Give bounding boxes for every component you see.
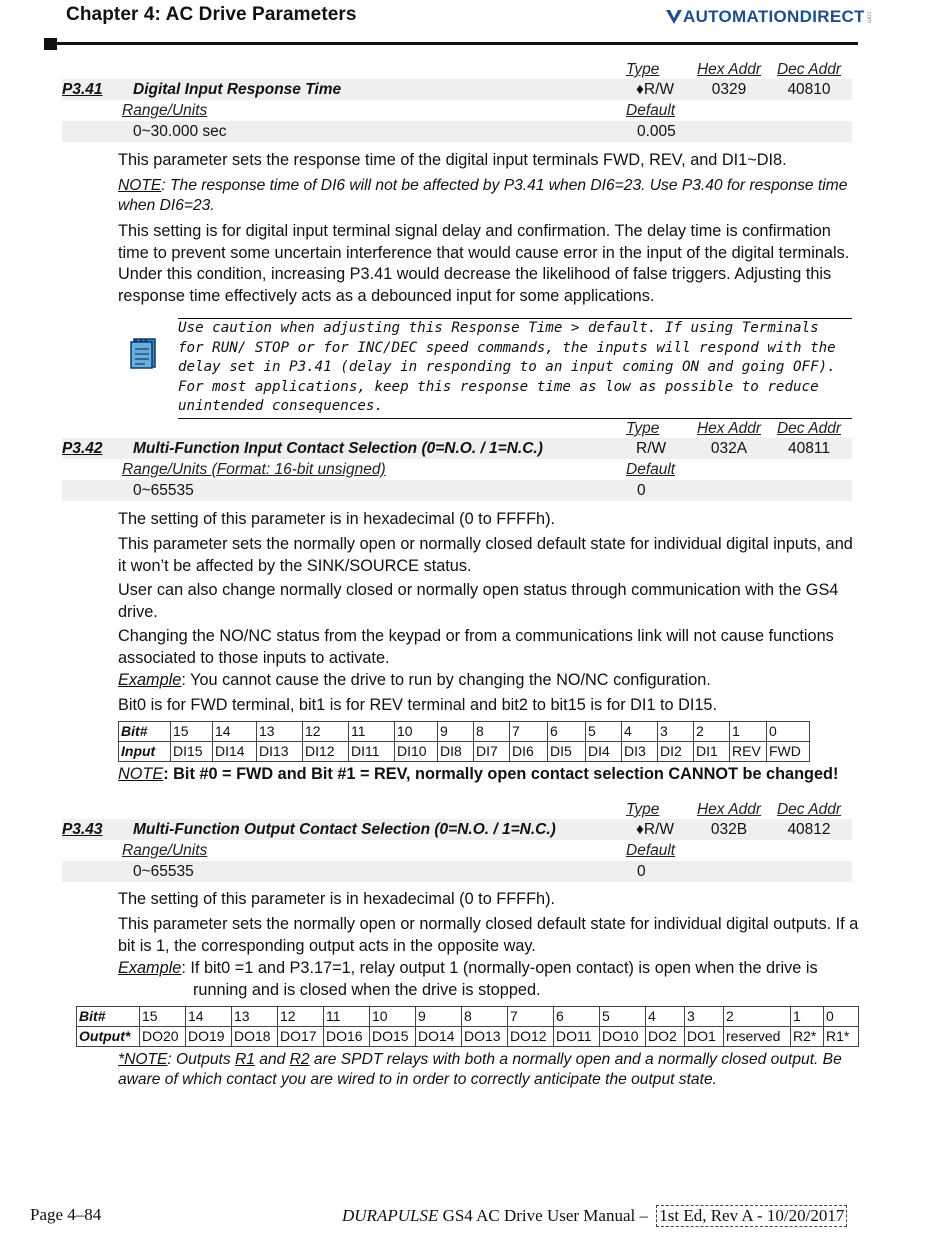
bit-number-cell: 13 — [232, 1007, 278, 1027]
type-header: Type — [626, 801, 660, 818]
bit-number-cell: 14 — [186, 1007, 232, 1027]
bit-number-cell: 1 — [730, 722, 767, 742]
p343-para2: This parameter sets the normally open or normally closed default state for individual digital outputs. If a bit is 1, the corresponding output acts in the opposite way. — [118, 915, 859, 955]
output-row — [77, 1027, 859, 1047]
param-title-row — [62, 79, 852, 100]
bit-value-cell: DO10 — [600, 1027, 646, 1047]
range-value: 0~65535 — [133, 863, 194, 880]
bit-value-cell: DO1 — [685, 1027, 724, 1047]
manual-title — [342, 1205, 847, 1227]
param-hex-addr: 032A — [710, 440, 748, 457]
bit-value-cell: DO20 — [140, 1027, 186, 1047]
bit-number-cell: 0 — [824, 1007, 859, 1027]
bit-value-cell: DI15 — [171, 742, 213, 762]
bit-number-cell: 15 — [171, 722, 213, 742]
type-header: Type — [626, 61, 660, 78]
bit-number-cell: 5 — [600, 1007, 646, 1027]
p341-para1: This parameter sets the response time of the digital input terminals FWD, REV, and DI1~DI8. — [118, 151, 787, 169]
note-label: NOTE — [118, 177, 162, 194]
bit-value-cell: DI6 — [510, 742, 548, 762]
param-dec-addr: 40812 — [787, 821, 831, 838]
bit-value-cell: DI14 — [213, 742, 257, 762]
input-header-cell: Input — [119, 742, 171, 762]
param-type: ♦R/W — [636, 81, 675, 98]
bit-value-cell: DO11 — [554, 1027, 600, 1047]
bit-value-cell: DI13 — [257, 742, 303, 762]
bit-header-cell: Bit# — [77, 1007, 140, 1027]
range-label: Range/Units (Format: 16-bit unsigned) — [122, 461, 386, 478]
bit-number-cell: 15 — [140, 1007, 186, 1027]
param-type: R/W — [636, 440, 667, 457]
edition-box: 1st Ed, Rev A - 10/20/2017 — [656, 1205, 847, 1227]
default-label: Default — [626, 461, 676, 478]
note-text: : Bit #0 = FWD and Bit #1 = REV, normally open contact selection CANNOT be changed! — [163, 765, 839, 783]
p341-para2: This setting is for digital input terminal signal delay and confirmation. The delay time is confirmation time to prevent some uncertain interference that would cause error in the input of the digital terminals. Under this condition, increasing P3.41 would decrease the likelihood of false triggers. Adjusting this response time effectively acts as a debounced input for some applications. — [118, 222, 850, 305]
bit-value-cell: REV — [730, 742, 767, 762]
output-bit-table — [76, 1006, 859, 1047]
param-id: P3.41 — [62, 81, 103, 98]
bit-number-cell: 11 — [324, 1007, 370, 1027]
note-text-1: : Outputs — [167, 1051, 235, 1068]
hex-addr-header: Hex Addr — [696, 61, 762, 78]
hex-addr-header: Hex Addr — [696, 801, 762, 818]
logo-v-icon — [665, 8, 683, 26]
input-bit-table — [118, 721, 810, 762]
bit-number-cell: 6 — [548, 722, 586, 742]
param-name: Multi-Function Input Contact Selection (0=N.O. / 1=N.C.) — [133, 440, 543, 457]
bit-number-cell: 13 — [257, 722, 303, 742]
p341-note — [118, 176, 860, 216]
dec-addr-header: Dec Addr — [776, 801, 842, 818]
note-text-2: and — [254, 1051, 290, 1068]
range-value: 0~65535 — [133, 482, 194, 499]
logo-text: AUTOMATIONDIRECT — [683, 7, 865, 26]
param-name: Digital Input Response Time — [133, 81, 342, 98]
bit-number-cell: 0 — [767, 722, 810, 742]
note-label: *NOTE — [118, 1051, 168, 1068]
bit-value-cell: DO13 — [462, 1027, 508, 1047]
bit-value-cell: DI5 — [548, 742, 586, 762]
p342-para4: Changing the NO/NC status from the keypad or from a communications link will not cause functions associated to those inputs to activate. — [118, 627, 834, 667]
manual-name: GS4 AC Drive User Manual – — [438, 1206, 653, 1225]
bit-value-cell: DI12 — [303, 742, 349, 762]
param-dec-addr: 40811 — [788, 440, 830, 457]
bit-number-cell: 10 — [370, 1007, 416, 1027]
bit-number-cell: 7 — [508, 1007, 554, 1027]
range-label: Range/Units — [122, 102, 208, 119]
param-name: Multi-Function Output Contact Selection (0=N.O. / 1=N.C.) — [133, 821, 556, 838]
bit-value-cell: DO17 — [278, 1027, 324, 1047]
bit-number-row — [77, 1007, 859, 1027]
chapter-title: Chapter 4: AC Drive Parameters — [66, 4, 357, 25]
bit-value-cell: DI10 — [395, 742, 438, 762]
note-text-3: are SPDT relays with both a normally open and a normally closed output. Be aware of which contact you are wired to in order to correctly anticipate the output state. — [118, 1051, 842, 1088]
bit-number-cell: 9 — [416, 1007, 462, 1027]
param-id: P3.42 — [62, 440, 103, 457]
bit-number-cell: 10 — [395, 722, 438, 742]
param-hex-addr: 0329 — [711, 81, 747, 98]
bit-value-cell: R2* — [791, 1027, 824, 1047]
caution-box: Use caution when adjusting this Response Time > default. If using Terminals for RUN/ STOP or for INC/DEC speed commands, the inputs will respond with the delay set in P3.41 (delay in responding to an input coming ON and going OFF). For most applications, keep this response time as low as possible to reduce unintended consequences. — [178, 318, 852, 419]
bit-number-cell: 8 — [474, 722, 510, 742]
default-value: 0.005 — [637, 123, 676, 140]
note-r2: R2 — [289, 1051, 310, 1068]
p342-note — [118, 764, 860, 786]
bit-number-cell: 9 — [438, 722, 474, 742]
range-value: 0~30.000 sec — [133, 123, 227, 140]
bit-value-cell: DI11 — [349, 742, 395, 762]
p342-example — [118, 670, 860, 692]
bit-value-cell: DI8 — [438, 742, 474, 762]
example-label: Example — [118, 959, 182, 977]
param-type: ♦R/W — [636, 821, 675, 838]
header-rule — [46, 42, 858, 45]
bit-value-cell: R1* — [824, 1027, 859, 1047]
bit-number-cell: 12 — [278, 1007, 324, 1027]
p343-note — [118, 1050, 854, 1090]
bit-value-cell: DO19 — [186, 1027, 232, 1047]
bit-number-cell: 7 — [510, 722, 548, 742]
hex-addr-header: Hex Addr — [696, 420, 762, 437]
logo-sub: .com — [865, 10, 872, 24]
bit-number-cell: 3 — [658, 722, 694, 742]
brand-dura: DURA — [342, 1206, 388, 1225]
bit-value-cell: DO18 — [232, 1027, 278, 1047]
bit-value-cell: reserved — [724, 1027, 791, 1047]
automationdirect-logo — [665, 5, 872, 29]
param-dec-addr: 40810 — [787, 81, 831, 98]
bit-number-cell: 1 — [791, 1007, 824, 1027]
bit-value-cell: DO16 — [324, 1027, 370, 1047]
note-text: : The response time of DI6 will not be affected by P3.41 when DI6=23. Use P3.40 for response time when DI6=23. — [118, 177, 848, 214]
bit-number-cell: 12 — [303, 722, 349, 742]
bit-value-cell: DI3 — [622, 742, 658, 762]
bit-value-cell: DO12 — [508, 1027, 554, 1047]
notepad-icon — [129, 336, 159, 370]
p343-para1: The setting of this parameter is in hexadecimal (0 to FFFFh). — [118, 890, 556, 908]
bit-value-cell: DO15 — [370, 1027, 416, 1047]
bit-number-cell: 5 — [586, 722, 622, 742]
bit-number-cell: 2 — [724, 1007, 791, 1027]
default-label: Default — [626, 102, 676, 119]
brand-pulse: PULSE — [387, 1206, 439, 1225]
default-value: 0 — [637, 863, 646, 880]
default-value: 0 — [637, 482, 646, 499]
bit-number-row — [119, 722, 810, 742]
bit-number-cell: 4 — [622, 722, 658, 742]
bit-value-cell: DO2 — [646, 1027, 685, 1047]
param-id: P3.43 — [62, 821, 103, 838]
p342-para5: Bit0 is for FWD terminal, bit1 is for REV terminal and bit2 to bit15 is for DI1 to DI15. — [118, 696, 718, 714]
range-label: Range/Units — [122, 842, 208, 859]
bit-number-cell: 3 — [685, 1007, 724, 1027]
p342-para2: This parameter sets the normally open or normally closed default state for individual digital inputs, and it won’t be affected by the SINK/SOURCE status. — [118, 535, 853, 575]
p342-para1: The setting of this parameter is in hexadecimal (0 to FFFFh). — [118, 510, 556, 528]
dec-addr-header: Dec Addr — [776, 420, 842, 437]
output-header-cell: Output* — [77, 1027, 140, 1047]
note-label: NOTE — [118, 765, 164, 783]
bit-value-cell: DI2 — [658, 742, 694, 762]
bit-number-cell: 14 — [213, 722, 257, 742]
p343-example — [118, 958, 860, 1001]
param-title-row — [62, 819, 852, 840]
note-r1: R1 — [235, 1051, 255, 1068]
bit-value-cell: DI7 — [474, 742, 510, 762]
bit-number-cell: 2 — [694, 722, 730, 742]
bit-value-cell: DO14 — [416, 1027, 462, 1047]
example-line-1: : If bit0 =1 and P3.17=1, relay output 1 (normally-open contact) is open when the drive is — [181, 959, 818, 977]
example-line-2: running and is closed when the drive is stopped. — [193, 980, 541, 999]
example-text: : You cannot cause the drive to run by changing the NO/NC configuration. — [181, 671, 711, 689]
bit-value-cell: DI1 — [694, 742, 730, 762]
bit-number-cell: 8 — [462, 1007, 508, 1027]
example-label: Example — [118, 671, 182, 689]
p342-para3: User can also change normally closed or normally open status through communication with the GS4 drive. — [118, 581, 839, 621]
bit-number-cell: 6 — [554, 1007, 600, 1027]
type-header: Type — [626, 420, 660, 437]
bit-header-cell: Bit# — [119, 722, 171, 742]
default-label: Default — [626, 842, 676, 859]
input-row — [119, 742, 810, 762]
page-number: Page 4–84 — [30, 1205, 102, 1224]
param-hex-addr: 032B — [710, 821, 748, 838]
param-title-row — [62, 438, 852, 459]
bit-number-cell: 11 — [349, 722, 395, 742]
bit-number-cell: 4 — [646, 1007, 685, 1027]
bit-value-cell: DI4 — [586, 742, 622, 762]
header-marker — [44, 38, 57, 50]
dec-addr-header: Dec Addr — [776, 61, 842, 78]
bit-value-cell: FWD — [767, 742, 810, 762]
